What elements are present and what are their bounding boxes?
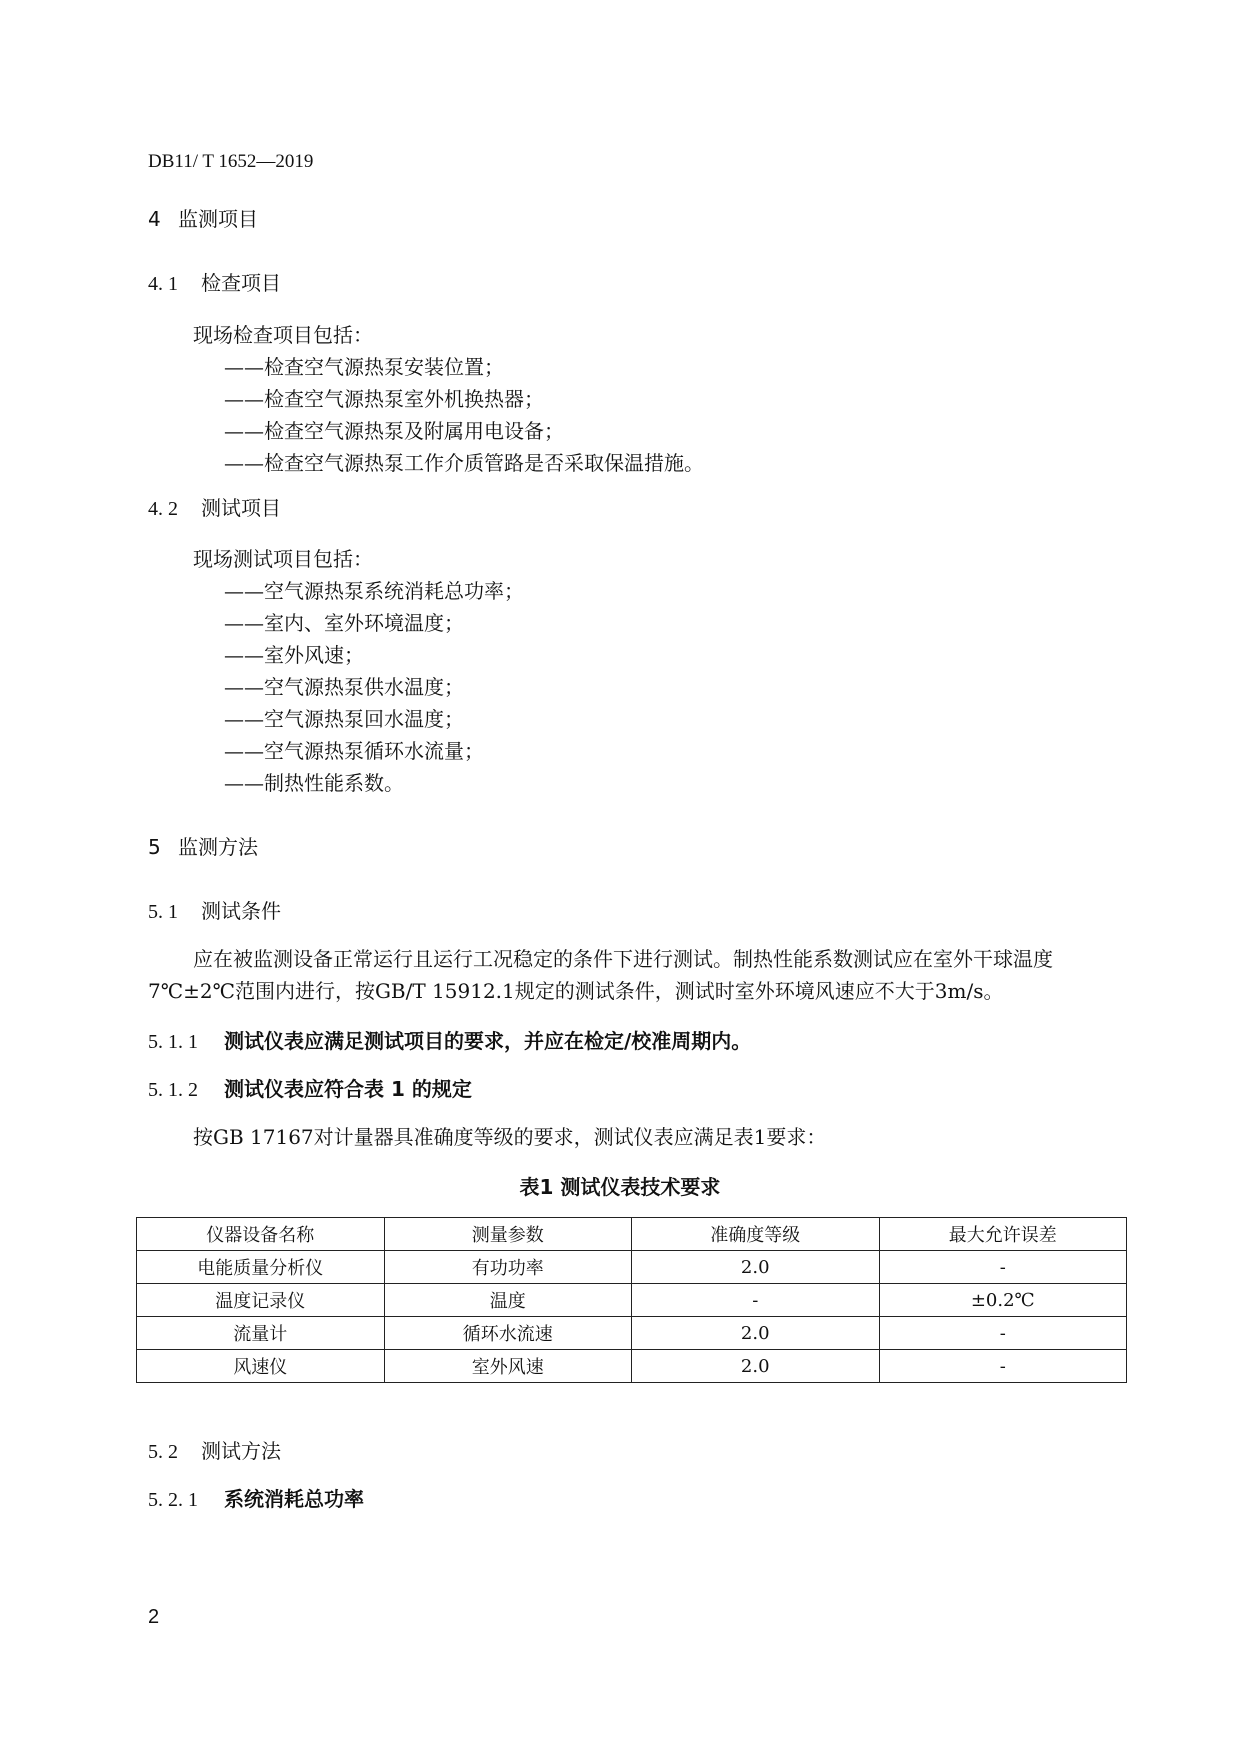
section-title: 测试仪表应符合表 1 的规定: [224, 1077, 472, 1101]
section-number: 5. 1: [148, 901, 178, 923]
table-cell: 温度记录仪: [137, 1284, 385, 1317]
section-title: 监测方法: [178, 835, 258, 859]
list-item: ——室内、室外环境温度；: [224, 611, 464, 635]
table-cell: 循环水流速: [384, 1317, 632, 1350]
table-cell: 有功功率: [384, 1251, 632, 1284]
table-cell: 2.0: [632, 1251, 880, 1284]
section-5-2-heading: [148, 1435, 281, 1464]
table-cell: -: [879, 1317, 1127, 1350]
section-number: 4: [148, 207, 161, 231]
test-conditions-para-line1: 应在被监测设备正常运行且运行工况稳定的条件下进行测试。制热性能系数测试应在室外干球温度: [193, 947, 1053, 971]
section-5-2-1-heading: [148, 1483, 364, 1512]
section-number: 5. 2: [148, 1441, 178, 1463]
test-conditions-para-line2: 7℃±2℃范围内进行，按GB/T 15912.1规定的测试条件，测试时室外环境风速应不大于3m/s。: [148, 979, 1004, 1003]
list-item: ——制热性能系数。: [224, 771, 404, 795]
list-item: ——空气源热泵系统消耗总功率；: [224, 579, 524, 603]
section-number: 5. 2. 1: [148, 1489, 198, 1511]
table-header-row: [137, 1218, 1127, 1251]
section-title: 测试方法: [201, 1439, 281, 1463]
section-5-1-2-heading: [148, 1073, 472, 1102]
table-cell: -: [879, 1251, 1127, 1284]
instrument-requirements-table: [136, 1217, 1127, 1383]
section-4-1-heading: [148, 267, 281, 296]
section-number: 4. 2: [148, 498, 178, 520]
table-cell: 风速仪: [137, 1350, 385, 1383]
section-number: 4. 1: [148, 273, 178, 295]
section-number: 5: [148, 835, 161, 859]
check-items-intro: 现场检查项目包括：: [193, 323, 373, 347]
section-number: 5. 1. 1: [148, 1031, 198, 1053]
list-item: ——空气源热泵回水温度；: [224, 707, 464, 731]
table-caption: 表1 测试仪表技术要求: [519, 1175, 721, 1199]
section-title: 测试项目: [201, 496, 281, 520]
table-header-cell: 准确度等级: [632, 1218, 880, 1251]
table-cell: 2.0: [632, 1350, 880, 1383]
table-header-cell: 测量参数: [384, 1218, 632, 1251]
section-5-1-1-heading: [148, 1025, 751, 1054]
list-item: ——空气源热泵供水温度；: [224, 675, 464, 699]
section-number: 5. 1. 2: [148, 1079, 198, 1101]
section-5-1-heading: [148, 895, 281, 924]
standard-code: DB11/ T 1652—2019: [148, 151, 314, 172]
section-4-2-heading: [148, 492, 281, 521]
section-title: 测试仪表应满足测试项目的要求，并应在检定/校准周期内。: [224, 1029, 752, 1053]
table-cell: 温度: [384, 1284, 632, 1317]
table-header-cell: 最大允许误差: [879, 1218, 1127, 1251]
table-cell: 电能质量分析仪: [137, 1251, 385, 1284]
page-number: 2: [148, 1606, 160, 1628]
table-cell: 2.0: [632, 1317, 880, 1350]
table-cell: 室外风速: [384, 1350, 632, 1383]
list-item: ——检查空气源热泵工作介质管路是否采取保温措施。: [224, 451, 704, 475]
section-title: 测试条件: [201, 899, 281, 923]
table-intro-para: 按GB 17167对计量器具准确度等级的要求，测试仪表应满足表1要求：: [193, 1125, 827, 1149]
table-row: [137, 1317, 1127, 1350]
section-5-heading: [148, 831, 258, 860]
list-item: ——检查空气源热泵安装位置；: [224, 355, 504, 379]
list-item: ——室外风速；: [224, 643, 364, 667]
section-title: 系统消耗总功率: [224, 1487, 364, 1511]
table-row: [137, 1350, 1127, 1383]
test-items-intro: 现场测试项目包括：: [193, 547, 373, 571]
section-title: 检查项目: [201, 271, 281, 295]
table-cell: ±0.2℃: [879, 1284, 1127, 1317]
table-row: [137, 1284, 1127, 1317]
list-item: ——检查空气源热泵及附属用电设备；: [224, 419, 564, 443]
table-header-cell: 仪器设备名称: [137, 1218, 385, 1251]
section-4-heading: [148, 203, 258, 232]
section-title: 监测项目: [178, 207, 258, 231]
list-item: ——检查空气源热泵室外机换热器；: [224, 387, 544, 411]
table-cell: 流量计: [137, 1317, 385, 1350]
table-cell: -: [879, 1350, 1127, 1383]
table-row: [137, 1251, 1127, 1284]
list-item: ——空气源热泵循环水流量；: [224, 739, 484, 763]
table-cell: -: [632, 1284, 880, 1317]
